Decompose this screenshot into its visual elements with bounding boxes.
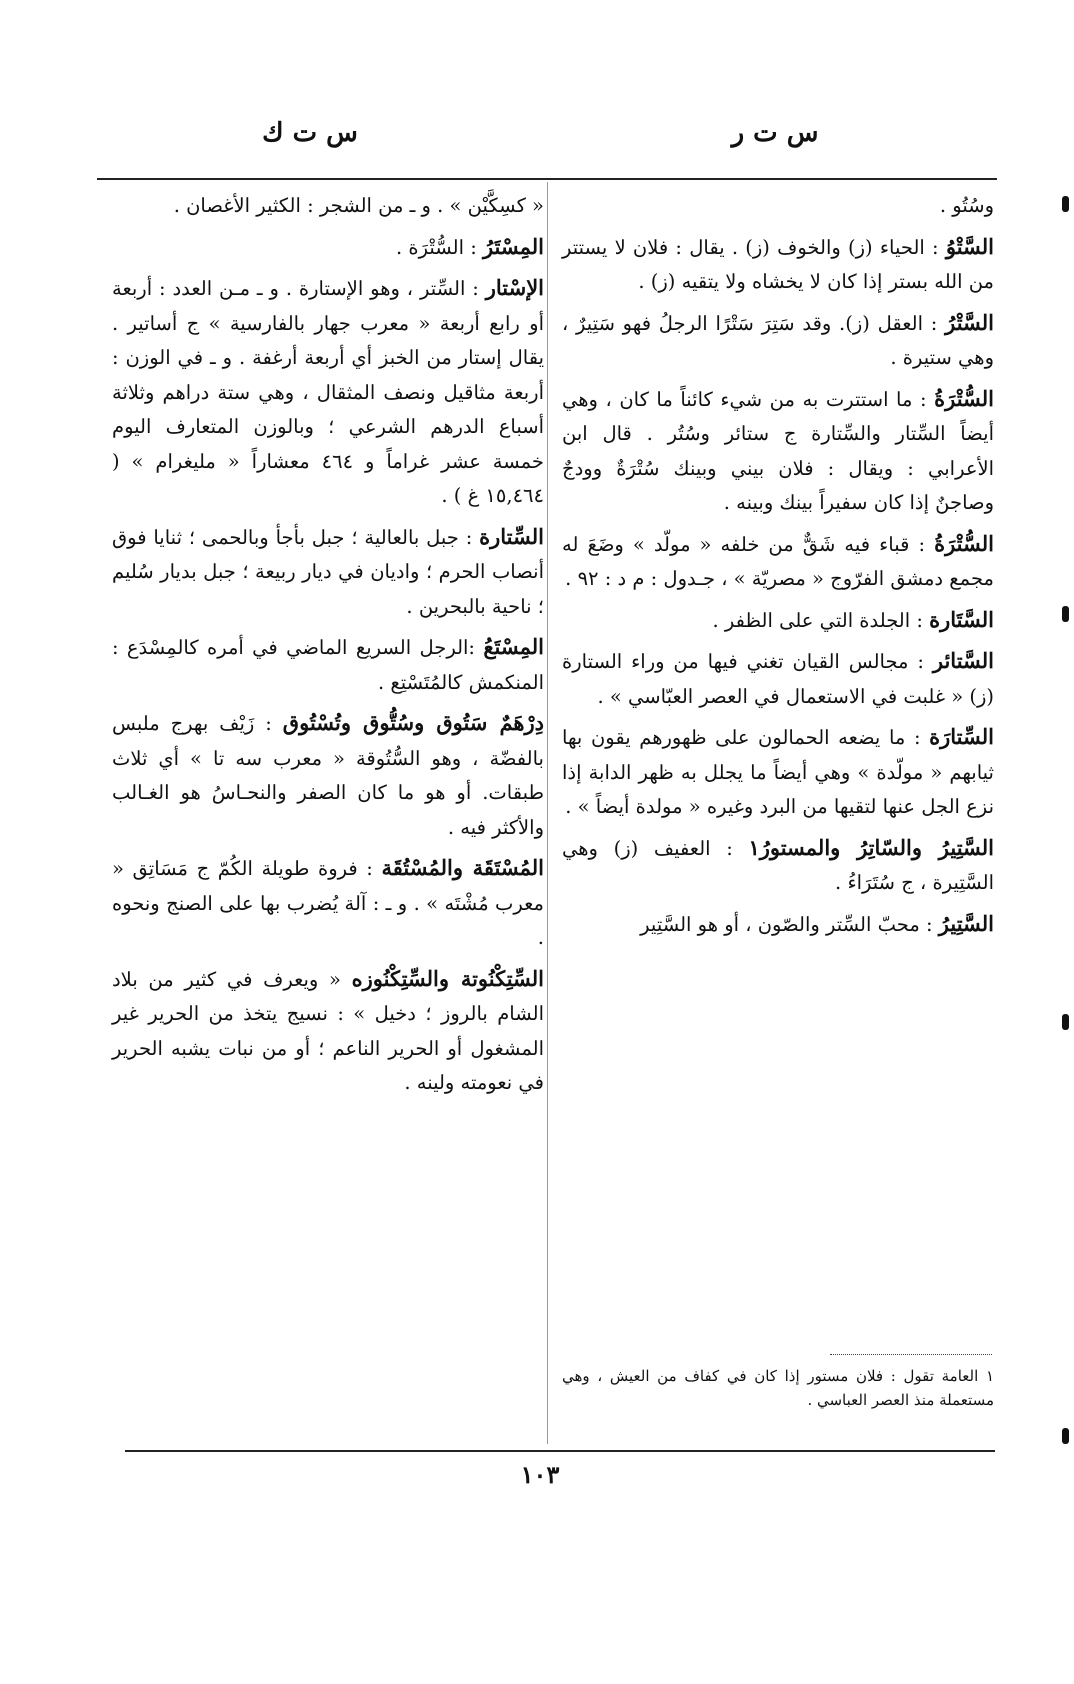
dictionary-entry [562, 831, 994, 901]
definition: : ما يضعه الحمالون على ظهورهم يقون بها ثيابهم « مولّدة » وهي أيضاً ما يجلل به ظهر الدابة إذا نزع الجل عنها لتقيها من البرد وغيره « مولدة أيضاً » . [562, 726, 994, 818]
definition: : جبل بالعالية ؛ جبل بأجأ وبالحمى ؛ ثنايا فوق أنصاب الحرم ؛ واديان في ديار ربيعة ؛ جبل بديار سُليم ؛ ناحية بالبحرين . [112, 525, 544, 618]
dictionary-entry [562, 188, 994, 224]
definition: : السِّتر ، وهو الإستارة . و ـ مـن العدد : أربعة أو رابع أربعة « معرب جهار بالفارسية » ج أساتير . يقال إستار من الخبز أي أربعة أرغفة . و ـ في الوزن : أربعة مثاقيل ونصف المثقال ، وهي ستة دراهم وثلاثة أسباع الدرهم الشرعي ؛ وبالوزن المتعارف اليوم خمسة عشر غراماً و ٤٦٤ معشاراً « مليغرام » ( ١٥,٤٦٤ غ ) . [112, 277, 544, 507]
definition: : السُّتْرَة . [395, 235, 477, 259]
dictionary-entry [112, 230, 544, 266]
margin-mark [1062, 1428, 1069, 1444]
definition: : ما استترت به من شيء كائناً ما كان ، وهي أيضاً السِّتار والسِّتارة ج ستائر وسُتُر . قال ابن الأعرابي : ويقال : فلان بيني وبينك سُتْرَةٌ وودجٌ وصاجنٌ إذا كان سفيراً بينك وبينه . [562, 387, 994, 514]
right-column [562, 188, 994, 948]
headword: السِّتارة [479, 523, 544, 549]
dictionary-entry [562, 603, 994, 639]
margin-mark [1062, 196, 1069, 212]
running-header-left: س ت ك [262, 118, 358, 148]
left-column [112, 188, 544, 1107]
dictionary-entry [112, 962, 544, 1101]
footnote-rule [830, 1354, 992, 1355]
headword: المُسْتَقَة والمُسْتُقَة [381, 855, 545, 880]
dictionary-entry [112, 851, 544, 956]
dictionary-entry [562, 907, 994, 943]
headword: الإسْتار [485, 275, 545, 300]
dictionary-entry [562, 644, 994, 714]
dictionary-entry [562, 382, 994, 521]
column-divider [547, 182, 548, 1444]
page-number: ١٠٣ [520, 1460, 560, 1489]
definition: « كسِكَّيْن » . و ـ من الشجر : الكثير الأغصان . [173, 194, 544, 217]
dictionary-entry [562, 230, 994, 300]
definition: : العقل (ز). وقد سَتِرَ سَتْرًا الرجلُ فهو سَتِيرٌ ، وهي ستيرة . [562, 311, 994, 369]
definition: : الحياء (ز) والخوف (ز) . يقال : فلان لا يستتر من الله بستر إذا كان لا يخشاه ولا يتقيه (ز) . [562, 235, 994, 293]
dictionary-entry [112, 520, 544, 625]
headword: المِسْتَرُ [482, 233, 544, 259]
definition: : العفيف (ز) وهي السَّتِيرة ، ج سُتَرَاءُ . [562, 836, 994, 894]
headword: السِّتِكْنُوتة والسِّتِكْنُوزه [351, 965, 545, 991]
headword: السِّتارَة [929, 724, 994, 749]
definition: وسُتُو . [939, 194, 994, 217]
definition: : محبّ السِّتر والصّون ، أو هو السَّتِير [640, 912, 933, 936]
definition: : زَيْف بهرج ملبس بالفضّة ، وهو السُّتُوقة « معرب سه تا » أي ثلاث طبقات. أو هو ما كان الصفر والنحـاسُ هو الغـالب والأكثر فيه . [112, 712, 544, 839]
headword: السَّتِيرُ والسّاتِرُ والمستورُ١ [748, 834, 994, 860]
dictionary-entry [562, 720, 994, 825]
headword: السَّتْرُ [945, 309, 994, 335]
definition: : الجلدة التي على الظفر . [712, 608, 923, 632]
footer-rule [125, 1450, 995, 1452]
headword: السُّتْرَةُ [934, 530, 994, 556]
definition: « ويعرف في كثير من بلاد الشام بالروز ؛ دخيل » : نسيج يتخذ من الحرير غير المشغول أو الحرير الناعم ؛ أو من نبات يشبه الحرير في نعومته ولينه . [112, 967, 544, 1094]
headword: السَّتائر [932, 648, 994, 673]
margin-mark [1062, 606, 1069, 622]
running-header-right: س ت ر [731, 118, 819, 148]
dictionary-entry [112, 271, 544, 514]
definition: : قباء فيه شَقٌّ من خلفه « مولّد » وضَعَ له مجمع دمشق الفرّوج « مصريّة » ، جـدول : م د : ٩٢ . [562, 532, 994, 590]
headword: السَّتَارة [929, 606, 994, 632]
definition: :الرجل السريع الماضي في أمره كالمِسْدَع : المنكمش كالمُتَسْتِع . [112, 636, 544, 694]
headword: السَّتِيرُ [938, 910, 994, 936]
headword: دِرْهَمٌ سَتُوق وسُتُّوق وتُسْتُوق [282, 710, 544, 735]
headword: السُّتْرَةُ [934, 385, 995, 411]
dictionary-entry [112, 630, 544, 700]
definition: : مجالس القيان تغني فيها من وراء الستارة (ز) « غلبت في الاستعمال في العصر العبّاسي » . [562, 650, 994, 708]
dictionary-entry [112, 706, 544, 845]
dictionary-entry [562, 527, 994, 597]
footnote: ١ العامة تقول : فلان مستور إذا كان في كفاف من العيش ، وهي مستعملة منذ العصر العباسي . [562, 1367, 994, 1409]
definition: : فروة طويلة الكُمّ ج مَسَاتِق « معرب مُشْتَه » . و ـ : آلة يُضرب بها على الصنج ونحوه . [112, 857, 544, 949]
header-rule [97, 178, 997, 180]
margin-mark [1062, 1014, 1069, 1030]
dictionary-entry [562, 306, 994, 376]
dictionary-entry [112, 188, 544, 224]
headword: المِسْتَعُ [483, 634, 544, 659]
headword: السَّتْوُ [945, 233, 994, 259]
